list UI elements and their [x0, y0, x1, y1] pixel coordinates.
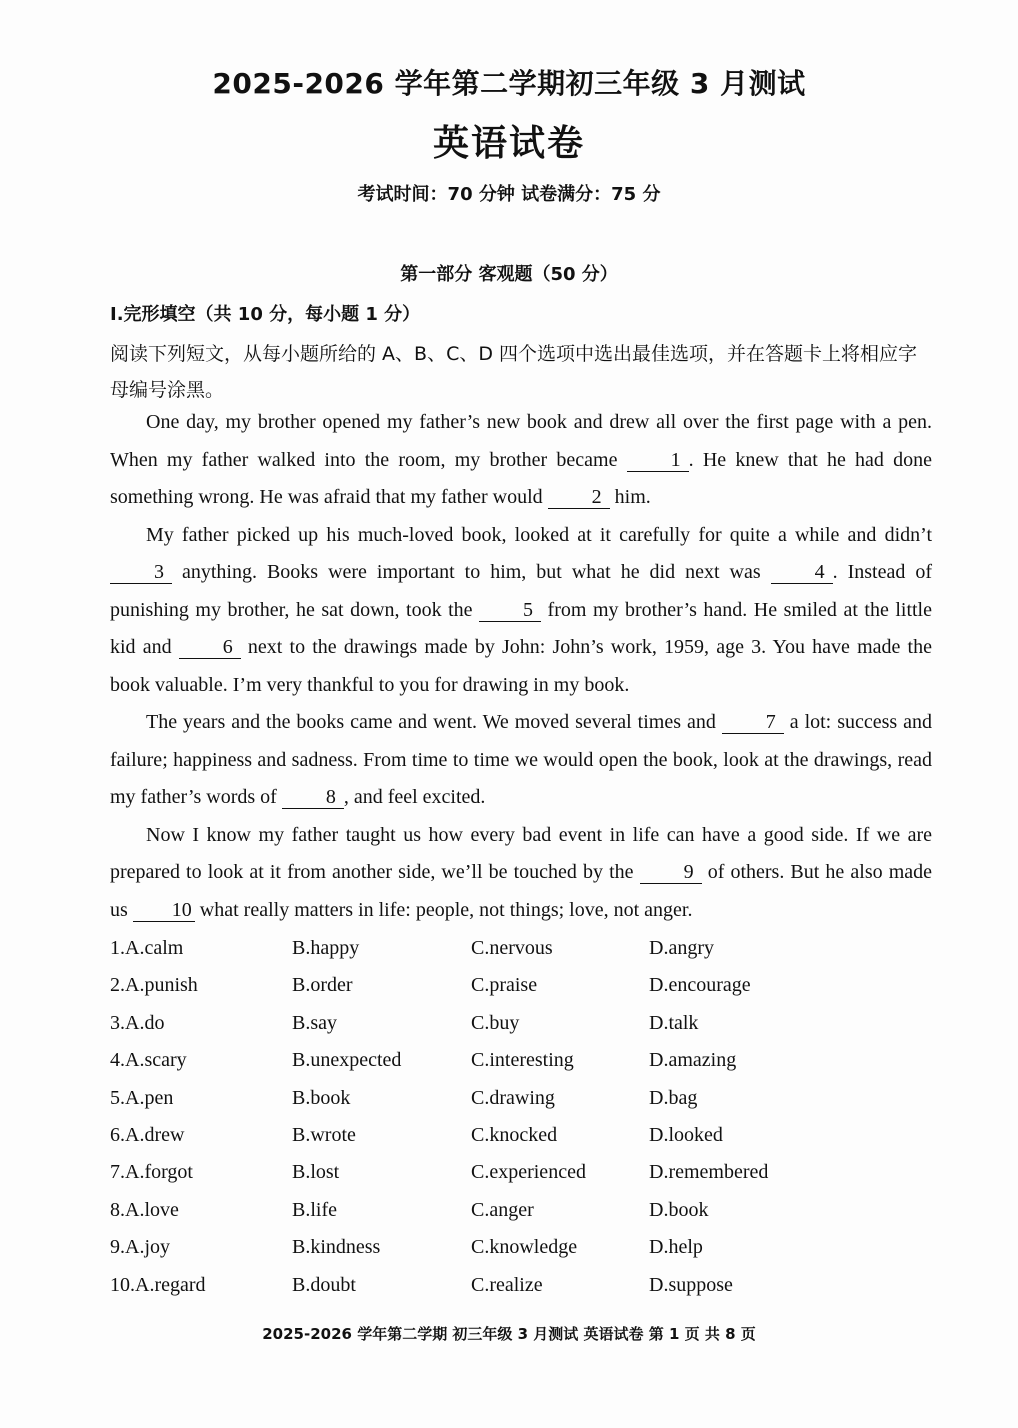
blank-4: 4	[771, 561, 833, 584]
blank-3: 3	[110, 561, 172, 584]
option-a: 9.A.joy	[110, 1236, 170, 1259]
section-instructions: 阅读下列短文，从每小题所给的 A、B、C、D 四个选项中选出最佳选项，并在答题卡上将相应字母编号涂黑。	[110, 343, 918, 401]
option-b: B.kindness	[292, 1236, 381, 1259]
passage-text: My father picked up his much-loved book, looked at it carefully for quite a while and didn’t	[146, 523, 932, 546]
option-c: C.buy	[471, 1011, 520, 1034]
question-row-6	[110, 1117, 932, 1154]
blank-5: 5	[479, 599, 541, 622]
option-b: B.life	[292, 1198, 337, 1221]
option-c: C.interesting	[471, 1049, 574, 1072]
passage-paragraph-3	[110, 704, 932, 817]
option-c: C.experienced	[471, 1161, 586, 1184]
blank-9: 9	[640, 861, 702, 884]
option-a: 7.A.forgot	[110, 1161, 193, 1184]
option-d: D.remembered	[649, 1161, 769, 1184]
option-d: D.encourage	[649, 974, 751, 997]
question-row-10	[110, 1267, 932, 1304]
passage-text: One day, my brother opened my father’s new book and drew all over the first page with a pen. When my father walked into the room, my brother became	[110, 411, 932, 471]
question-row-2	[110, 967, 932, 1004]
option-d: D.book	[649, 1198, 709, 1221]
option-b: B.wrote	[292, 1123, 356, 1146]
blank-10: 10	[133, 899, 195, 922]
section-heading: I.完形填空（共 10 分，每小题 1 分）	[110, 304, 421, 325]
blank-8: 8	[282, 786, 344, 809]
option-a: 2.A.punish	[110, 974, 198, 997]
question-row-7	[110, 1154, 932, 1191]
option-a: 8.A.love	[110, 1198, 179, 1221]
exam-meta: 考试时间：70 分钟 试卷满分：75 分	[357, 184, 661, 205]
passage-text: , and feel excited.	[343, 786, 486, 808]
option-b: B.say	[292, 1011, 337, 1034]
passage-text: from my brother’s hand. He smiled at the little kid and	[110, 598, 932, 658]
option-b: B.lost	[292, 1161, 340, 1184]
passage-text: . He knew that he had done something wrong. He was afraid that my father would	[110, 448, 932, 508]
passage-text: . Instead of punishing my brother, he sat down, took the	[110, 561, 932, 621]
passage-paragraph-2	[110, 517, 932, 705]
passage-text: Now I know my father taught us how every bad event in life can have a good side. If we are prepared to look at it from another side, we’ll be touched by the	[110, 823, 932, 883]
passage-text: The years and the books came and went. We moved several times and	[146, 711, 722, 733]
question-row-8	[110, 1192, 932, 1229]
question-row-9	[110, 1229, 932, 1266]
passage-text: of others. But he also made us	[110, 861, 933, 921]
option-d: D.bag	[649, 1086, 698, 1109]
option-a: 6.A.drew	[110, 1123, 185, 1146]
option-b: B.doubt	[292, 1273, 356, 1296]
option-a: 5.A.pen	[110, 1086, 174, 1109]
option-c: C.nervous	[471, 937, 553, 959]
passage-paragraph-1	[110, 404, 932, 517]
exam-title: 2025-2026 学年第二学期初三年级 3 月测试	[212, 67, 806, 100]
part-heading: 第一部分 客观题（50 分）	[400, 264, 618, 285]
option-b: B.book	[292, 1086, 351, 1109]
blank-6: 6	[179, 636, 241, 659]
option-b: B.unexpected	[292, 1049, 402, 1072]
option-b: B.happy	[292, 937, 360, 959]
blank-7: 7	[722, 711, 784, 734]
option-d: D.angry	[649, 937, 714, 959]
option-a: 4.A.scary	[110, 1049, 187, 1072]
passage-text: what really matters in life: people, not things; love, not anger.	[194, 898, 693, 921]
option-d: D.suppose	[649, 1273, 733, 1296]
option-d: D.talk	[649, 1011, 699, 1034]
option-d: D.amazing	[649, 1049, 737, 1072]
blank-1: 1	[627, 449, 689, 472]
option-c: C.anger	[471, 1198, 534, 1221]
cloze-passage	[110, 404, 932, 929]
option-d: D.help	[649, 1236, 703, 1259]
question-row-3	[110, 1005, 932, 1042]
passage-text: him.	[609, 486, 651, 508]
passage-paragraph-4	[110, 817, 932, 930]
passage-text: next to the drawings made by John: John’s work, 1959, age 3. You have made the book valuable. I’m very thankful to you for drawing in my book.	[110, 636, 932, 696]
question-row-1	[110, 930, 932, 967]
answer-options	[110, 930, 932, 1304]
option-a: 3.A.do	[110, 1011, 165, 1034]
question-row-4	[110, 1042, 932, 1079]
passage-text: a lot: success and failure; happiness and sadness. From time to time we would open the book, look at the drawings, read my father’s words of	[110, 711, 932, 808]
option-c: C.realize	[471, 1273, 543, 1296]
option-c: C.knocked	[471, 1123, 558, 1146]
page-footer: 2025-2026 学年第二学期 初三年级 3 月测试 英语试卷 第 1 页 共 8 页	[262, 1325, 756, 1343]
option-a: 10.A.regard	[110, 1273, 206, 1296]
option-a: 1.A.calm	[110, 937, 184, 959]
question-row-5	[110, 1080, 932, 1117]
passage-text: anything. Books were important to him, but what he did next was	[172, 561, 771, 583]
option-b: B.order	[292, 974, 353, 997]
option-c: C.drawing	[471, 1086, 555, 1109]
option-d: D.looked	[649, 1123, 723, 1146]
option-c: C.knowledge	[471, 1236, 578, 1259]
option-c: C.praise	[471, 974, 538, 997]
blank-2: 2	[548, 486, 610, 509]
subject-title: 英语试卷	[432, 122, 585, 164]
